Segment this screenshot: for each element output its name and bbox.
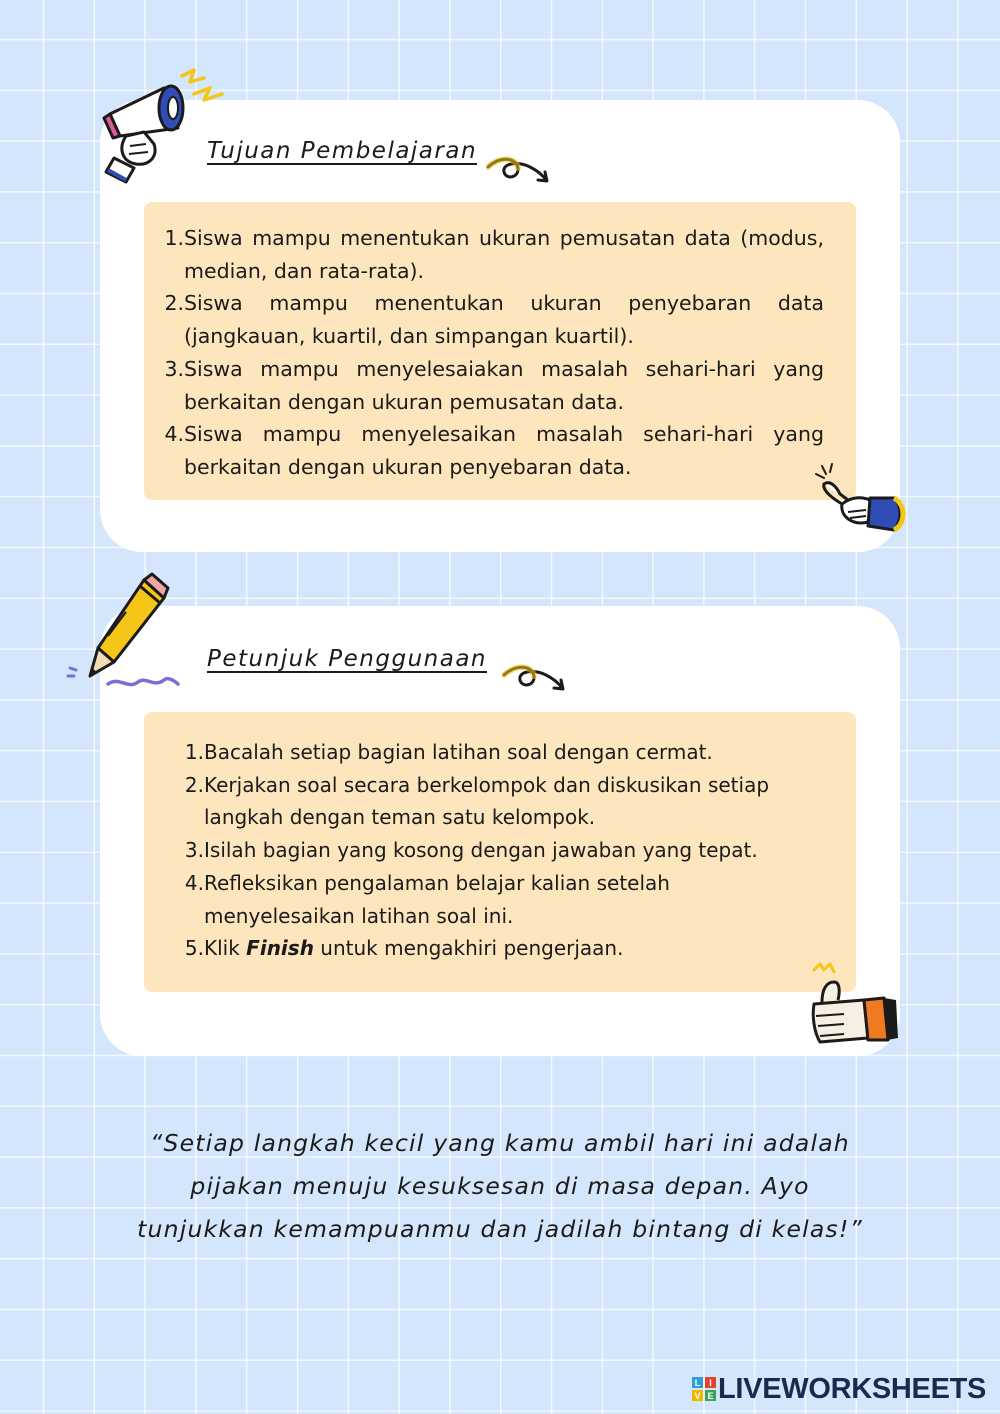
list-number: 2.: [184, 772, 204, 797]
objective-item: [162, 418, 824, 483]
liveworksheets-logo-icon: [692, 1377, 716, 1401]
list-number: 3.: [184, 838, 204, 863]
list-number: 4.: [164, 422, 184, 447]
objective-item: [162, 287, 824, 352]
instructions-list: [182, 736, 822, 965]
quote-line-2: pijakan menuju kesuksesan di masa depan. Ayo: [190, 1172, 810, 1200]
liveworksheets-watermark: [692, 1372, 986, 1406]
list-number: 4.: [184, 870, 204, 895]
objective-text: Siswa mampu menentukan ukuran pemusatan data (modus, median, dan rata-rata).: [184, 226, 824, 283]
motivational-quote: [110, 1122, 890, 1251]
list-number: 3.: [164, 356, 184, 381]
instruction-text-pre: Klik: [204, 936, 247, 961]
logo-letter: V: [694, 1391, 701, 1401]
instruction-item: [182, 834, 822, 867]
objectives-title: Tujuan Pembelajaran: [207, 138, 478, 164]
logo-letter: I: [709, 1378, 712, 1388]
finish-emphasis: Finish: [246, 936, 314, 961]
objectives-list: [162, 222, 824, 484]
instruction-text: Refleksikan pengalaman belajar kalian setelah menyelesaikan latihan soal ini.: [204, 870, 670, 928]
instructions-title: Petunjuk Penggunaan: [207, 646, 488, 672]
instruction-text: Isilah bagian yang kosong dengan jawaban yang tepat.: [204, 838, 758, 863]
quote-line-3: tunjukkan kemampuanmu dan jadilah bintang di kelas!”: [137, 1215, 863, 1243]
instruction-text: Bacalah setiap bagian latihan soal dengan cermat.: [204, 740, 713, 764]
objectives-list-box: [144, 202, 856, 500]
instruction-item: [182, 736, 822, 769]
list-number: 1.: [184, 740, 204, 764]
list-number: 1.: [164, 226, 184, 250]
brand-name: LIVEWORKSHEETS: [718, 1372, 987, 1405]
instruction-item: [182, 867, 822, 932]
objective-item: [162, 222, 824, 287]
objective-text: Siswa mampu menentukan ukuran penyebaran data (jangkauan, kuartil, dan simpangan kuartil).: [184, 291, 824, 349]
megaphone-icon: [96, 66, 236, 190]
objective-item: [162, 353, 824, 418]
instruction-item: [182, 769, 822, 834]
instruction-text-post: untuk mengakhiri pengerjaan.: [313, 936, 624, 961]
pointing-hand-icon: [812, 460, 908, 556]
pencil-icon: [64, 572, 184, 694]
instruction-text: Kerjakan soal secara berkelompok dan diskusikan setiap langkah dengan teman satu kelompok.: [204, 772, 770, 830]
instructions-card: [100, 606, 900, 1056]
quote-line-1: “Setiap langkah kecil yang kamu ambil hari ini adalah: [150, 1129, 850, 1157]
instruction-item: [182, 932, 822, 965]
list-number: 5.: [184, 936, 204, 961]
objective-text: Siswa mampu menyelesaikan masalah sehari-hari yang berkaitan dengan ukuran penyebaran data.: [184, 422, 824, 479]
curly-arrow-icon: [502, 658, 568, 698]
instructions-list-box: [144, 712, 856, 992]
list-number: 2.: [164, 291, 184, 316]
logo-letter: L: [694, 1378, 701, 1388]
objective-text: Siswa mampu menyelesaiakan masalah sehari-hari yang berkaitan dengan ukuran pemusatan data.: [184, 356, 824, 414]
curly-arrow-icon: [486, 150, 552, 190]
thumbs-up-icon: [804, 960, 904, 1056]
logo-letter: E: [707, 1391, 714, 1401]
